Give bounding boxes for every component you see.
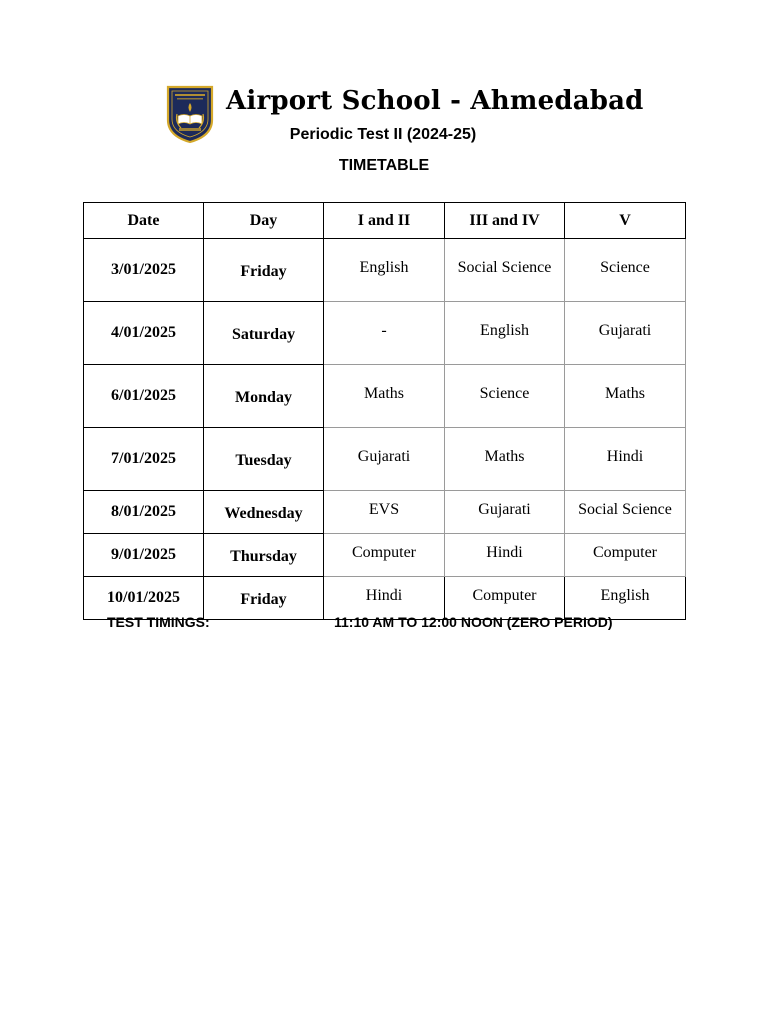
day-cell: Wednesday — [204, 491, 324, 534]
date-cell: 9/01/2025 — [84, 534, 204, 577]
subject-cell-iii-iv: Social Science — [445, 239, 565, 302]
column-header-iii-and-iv: III and IV — [445, 203, 565, 239]
subject-cell-i-ii: English — [324, 239, 445, 302]
subject-cell-v: Gujarati — [565, 302, 686, 365]
subject-cell-i-ii: Gujarati — [324, 428, 445, 491]
day-cell: Monday — [204, 365, 324, 428]
table-row — [84, 239, 686, 302]
date-cell: 3/01/2025 — [84, 239, 204, 302]
date-cell: 8/01/2025 — [84, 491, 204, 534]
table-row — [84, 365, 686, 428]
subject-cell-iii-iv: Hindi — [445, 534, 565, 577]
test-timings-label: TEST TIMINGS: — [107, 614, 210, 630]
date-cell: 10/01/2025 — [84, 577, 204, 620]
timetable-heading: TIMETABLE — [338, 157, 430, 174]
day-cell: Thursday — [204, 534, 324, 577]
subject-cell-iii-iv: English — [445, 302, 565, 365]
subject-cell-v: English — [565, 577, 686, 620]
day-cell: Saturday — [204, 302, 324, 365]
column-header-v: V — [565, 203, 686, 239]
subject-cell-i-ii: Hindi — [324, 577, 445, 620]
table-row — [84, 428, 686, 491]
subject-cell-iii-iv: Maths — [445, 428, 565, 491]
table-header-row — [84, 203, 686, 239]
column-header-i-and-ii: I and II — [324, 203, 445, 239]
test-title: Periodic Test II (2024-25) — [289, 126, 477, 143]
subject-cell-i-ii: Maths — [324, 365, 445, 428]
day-cell: Tuesday — [204, 428, 324, 491]
date-cell: 7/01/2025 — [84, 428, 204, 491]
table-row — [84, 491, 686, 534]
subject-cell-iii-iv: Computer — [445, 577, 565, 620]
subject-cell-i-ii: - — [324, 302, 445, 365]
subject-cell-v: Social Science — [565, 491, 686, 534]
column-header-day: Day — [204, 203, 324, 239]
day-cell: Friday — [204, 577, 324, 620]
subject-cell-i-ii: Computer — [324, 534, 445, 577]
subject-cell-v: Science — [565, 239, 686, 302]
day-cell: Friday — [204, 239, 324, 302]
column-header-date: Date — [84, 203, 204, 239]
date-cell: 4/01/2025 — [84, 302, 204, 365]
subject-cell-v: Computer — [565, 534, 686, 577]
subject-cell-v: Maths — [565, 365, 686, 428]
test-timings-value: 11:10 AM TO 12:00 NOON (ZERO PERIOD) — [334, 614, 613, 630]
subject-cell-iii-iv: Gujarati — [445, 491, 565, 534]
table-row — [84, 534, 686, 577]
subject-cell-i-ii: EVS — [324, 491, 445, 534]
date-cell: 6/01/2025 — [84, 365, 204, 428]
subject-cell-v: Hindi — [565, 428, 686, 491]
school-name: Airport School - Ahmedabad — [226, 86, 644, 116]
table-row — [84, 302, 686, 365]
subject-cell-iii-iv: Science — [445, 365, 565, 428]
exam-timetable — [83, 202, 686, 620]
